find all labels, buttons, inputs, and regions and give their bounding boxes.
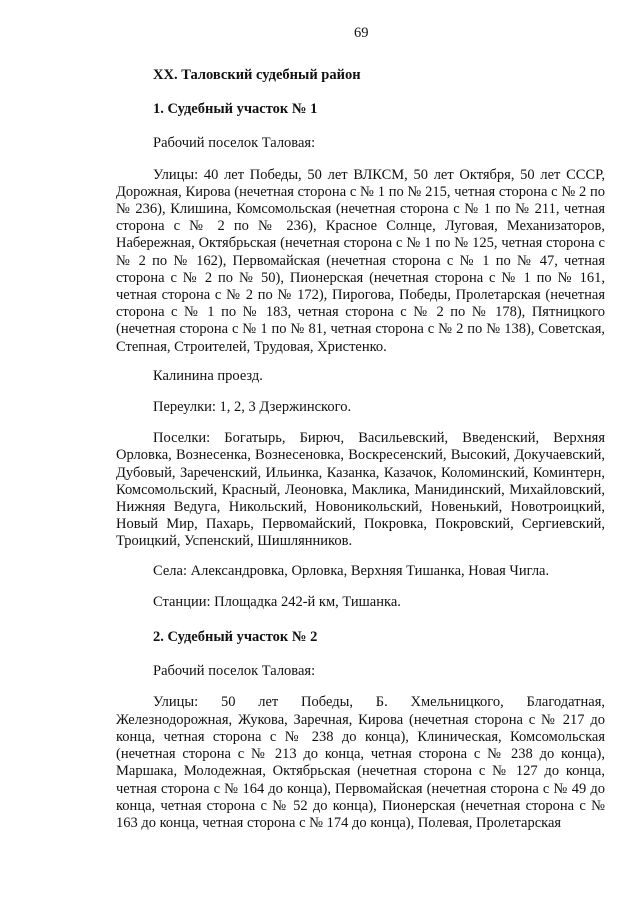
plot2-streets: Улицы: 50 лет Победы, Б. Хмельницкого, Благодатная, Железнодорожная, Жукова, Заречная, Кирова (нечетная сторона с № 217 до конца, четная сторона с № 238 до конца), Клиническая, Комсомольская (нечетная сторона с № 213 до конца, четная сторона с № 238 до конца), Маршака, Молодежная, Октябрьская (нечетная сторона с № 127 до конца, четная сторона с № 164 до конца), Первомайская (нечетная сторона с № 49 до конца, четная сторона с № 52 до конца), Пионерская (нечетная сторона с № 163 до конца, четная сторона с № 174 до конца), Полевая, Пролетарская (116, 694, 605, 831)
document-body (116, 67, 605, 844)
plot1-stations: Станции: Площадка 242-й км, Тишанка. (153, 593, 401, 610)
plot1-title: 1. Судебный участок № 1 (153, 101, 318, 118)
plot1-lanes: Переулки: 1, 2, 3 Дзержинского. (153, 399, 352, 416)
plot2-title: 2. Судебный участок № 2 (153, 629, 318, 646)
plot1-selos: Села: Александровка, Орловка, Верхняя Тишанка, Новая Чигла. (153, 562, 550, 579)
plot1-passage: Калинина проезд. (153, 367, 263, 384)
plot1-streets: Улицы: 40 лет Победы, 50 лет ВЛКСМ, 50 лет Октября, 50 лет СССР, Дорожная, Кирова (нечетная сторона с № 1 по № 215, четная сторона с № 2 по № 236), Клишина, Комсомольская (нечетная сторона с № 1 по № 211, четная сторона с № 2 по № 236), Красное Солнце, Луговая, Механизаторов, Набережная, Октябрьская (нечетная сторона с № 1 по № 125, четная сторона с № 2 по № 162), Первомайская (нечетная сторона с № 1 по № 47, четная сторона с № 2 по № 50), Пионерская (нечетная сторона с № 1 по № 161, четная сторона с № 2 по № 172), Пирогова, Победы, Пролетарская (нечетная сторона с № 1 по № 183, четная сторона с № 2 по № 178), Пятницкого (нечетная сторона с № 1 по № 81, четная сторона с № 2 по № 138), Советская, Степная, Строителей, Трудовая, Христенко. (116, 166, 605, 355)
plot1-villages: Поселки: Богатырь, Бирюч, Васильевский, Введенский, Верхняя Орловка, Вознесенка, Вознесеновка, Воскресенский, Высокий, Докучаевский, Дубовый, Зареченский, Ильинка, Казанка, Казачок, Коломинский, Коминтерн, Комсомольский, Красный, Леоновка, Маклика, Манидинский, Михайловский, Нижняя Ведуга, Никольский, Новоникольский, Новенький, Новотроицкий, Новый Мир, Пахарь, Первомайский, Покровка, Покровский, Сергиевский, Троицкий, Успенский, Шишлянников. (116, 430, 605, 550)
section-title: XX. Таловский судебный район (153, 67, 361, 83)
page-number: 69 (354, 25, 369, 41)
plot2-settlement: Рабочий поселок Таловая: (153, 663, 316, 680)
plot1-settlement: Рабочий поселок Таловая: (153, 135, 316, 152)
